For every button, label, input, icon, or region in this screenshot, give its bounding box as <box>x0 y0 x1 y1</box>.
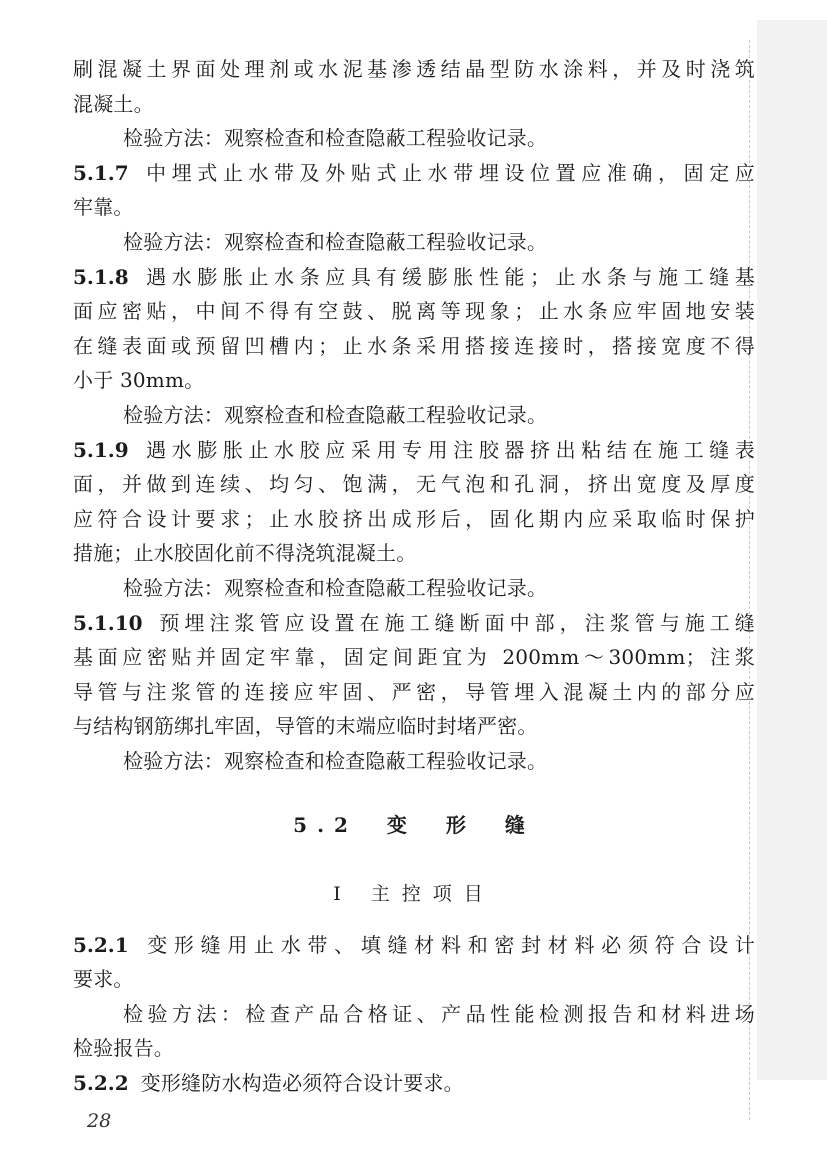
clause-number: 5.1.9 <box>73 437 129 462</box>
text-line: 混凝土。 <box>73 91 154 116</box>
clause-5-2-2 <box>73 1066 755 1101</box>
inspection-method: 检验方法：观察检查和检查隐蔽工程验收记录。 <box>123 229 548 254</box>
clause-5-1-8 <box>73 260 755 295</box>
text-line: 在缝表面或预留凹槽内；止水条采用搭接连接时，搭接宽度不得 <box>73 333 755 358</box>
text-line: 面应密贴，中间不得有空鼓、脱离等现象；止水条应牢固地安装 <box>73 299 755 324</box>
text-line: 牢靠。 <box>73 195 134 220</box>
text-line: 导管与注浆管的连接应牢固、严密，导管埋入混凝土内的部分应 <box>73 679 755 704</box>
text-line: 基面应密贴并固定牢靠，固定间距宜为 200mm～300mm；注浆 <box>73 645 755 670</box>
clause-5-1-10 <box>73 606 755 641</box>
document-page <box>73 52 755 1101</box>
clause-number: 5.2.2 <box>73 1071 129 1096</box>
clause-number: 5.1.8 <box>73 264 129 289</box>
inspection-method: 检验方法：检查产品合格证、产品性能检测报告和材料进场 <box>123 1001 755 1026</box>
text-line: 应符合设计要求；止水胶挤出成形后，固化期内应采取临时保护 <box>73 506 755 531</box>
inspection-method: 检验方法：观察检查和检查隐蔽工程验收记录。 <box>123 748 548 773</box>
text-line: 要求。 <box>73 967 134 992</box>
inspection-method: 检验方法：观察检查和检查隐蔽工程验收记录。 <box>123 126 548 151</box>
clause-5-1-7 <box>73 156 755 191</box>
text-line: 措施；止水胶固化前不得浇筑混凝土。 <box>73 541 417 566</box>
inspection-method: 检验方法：观察检查和检查隐蔽工程验收记录。 <box>123 402 548 427</box>
clause-text: 预埋注浆管应设置在施工缝断面中部，注浆管与施工缝 <box>154 610 755 635</box>
section-title: 5.2 变 形 缝 <box>293 813 535 838</box>
clause-number: 5.1.7 <box>73 160 129 185</box>
subsection-title: Ⅰ 主控项目 <box>333 883 495 906</box>
clause-text: 遇水膨胀止水胶应采用专用注胶器挤出粘结在施工缝表 <box>140 437 755 462</box>
text-line: 刷混凝土界面处理剂或水泥基渗透结晶型防水涂料，并及时浇筑 <box>73 57 755 81</box>
text-line: 检验报告。 <box>73 1036 174 1061</box>
clause-number: 5.1.10 <box>73 610 143 635</box>
text-line: 小于 30mm。 <box>73 368 205 393</box>
page-number: 28 <box>87 1110 112 1132</box>
clause-5-2-1 <box>73 928 755 963</box>
clause-text: 遇水膨胀止水条应具有缓膨胀性能；止水条与施工缝基 <box>140 264 755 289</box>
scan-side-strip <box>757 20 827 1080</box>
inspection-method: 检验方法：观察检查和检查隐蔽工程验收记录。 <box>123 575 548 600</box>
text-line: 与结构钢筋绑扎牢固，导管的末端应临时封堵严密。 <box>73 714 538 739</box>
clause-text: 变形缝防水构造必须符合设计要求。 <box>140 1071 464 1096</box>
clause-number: 5.2.1 <box>73 932 129 957</box>
text-line: 面，并做到连续、均匀、饱满，无气泡和孔洞，挤出宽度及厚度 <box>73 472 755 497</box>
clause-text: 变形缝用止水带、填缝材料和密封材料必须符合设计 <box>140 932 755 957</box>
clause-5-1-9 <box>73 433 755 468</box>
clause-text: 中埋式止水带及外贴式止水带埋设位置应准确，固定应 <box>140 160 755 185</box>
